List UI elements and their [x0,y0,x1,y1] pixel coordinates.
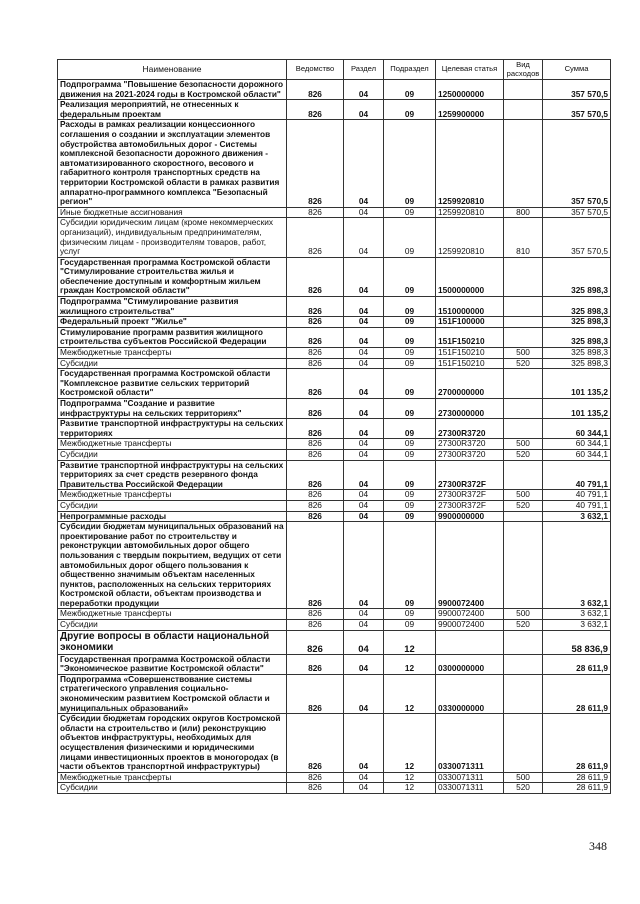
cell-vedomstvo: 826 [287,419,344,439]
cell-statya: 1500000000 [436,257,504,296]
cell-name: Субсидии юридическим лицам (кроме некоммерческих организаций), индивидуальным предпринимателям, физическим лицам - производителям товаров, работ, услуг [58,218,287,257]
cell-vedomstvo: 826 [287,327,344,347]
cell-vid: 500 [504,490,543,501]
cell-vid [504,120,543,207]
cell-razdel: 04 [344,522,384,609]
cell-summa: 3 632,1 [543,522,611,609]
table-row [58,490,611,501]
cell-vedomstvo: 826 [287,348,344,359]
cell-summa: 58 836,9 [543,630,611,654]
cell-vedomstvo: 826 [287,620,344,631]
cell-razdel: 04 [344,490,384,501]
cell-vedomstvo: 826 [287,120,344,207]
cell-summa: 28 611,9 [543,772,611,783]
cell-vedomstvo: 826 [287,207,344,218]
cell-vid: 520 [504,449,543,460]
cell-razdel: 04 [344,369,384,399]
cell-vedomstvo: 826 [287,714,344,773]
cell-vedomstvo: 826 [287,511,344,522]
cell-summa: 28 611,9 [543,654,611,674]
cell-podrazdel: 09 [384,297,436,317]
cell-summa: 357 570,5 [543,80,611,100]
cell-summa: 3 632,1 [543,511,611,522]
cell-statya: 0330071311 [436,783,504,794]
cell-razdel: 04 [344,609,384,620]
cell-razdel: 04 [344,714,384,773]
cell-vedomstvo: 826 [287,297,344,317]
cell-vid [504,654,543,674]
table-row [58,522,611,609]
cell-razdel: 04 [344,674,384,713]
cell-vedomstvo: 826 [287,772,344,783]
cell-podrazdel: 09 [384,500,436,511]
cell-statya: 1259900000 [436,100,504,120]
cell-vid: 500 [504,609,543,620]
cell-statya: 9900072400 [436,609,504,620]
cell-name: Субсидии [58,449,287,460]
cell-razdel: 04 [344,620,384,631]
cell-statya: 0330071311 [436,714,504,773]
table-row [58,317,611,328]
table-row [58,500,611,511]
table-row [58,783,611,794]
cell-statya: 151F150210 [436,358,504,369]
table-row [58,460,611,490]
cell-vid [504,419,543,439]
table-row [58,620,611,631]
cell-summa: 28 611,9 [543,714,611,773]
cell-name: Межбюджетные трансферты [58,348,287,359]
table-row [58,348,611,359]
cell-vid [504,369,543,399]
cell-name: Межбюджетные трансферты [58,772,287,783]
cell-vedomstvo: 826 [287,399,344,419]
cell-summa: 60 344,1 [543,449,611,460]
cell-summa: 325 898,3 [543,327,611,347]
cell-name: Подпрограмма "Стимулирование развития жилищного строительства" [58,297,287,317]
cell-statya: 1259920810 [436,207,504,218]
cell-razdel: 04 [344,449,384,460]
table-row [58,630,611,654]
table-row [58,80,611,100]
cell-razdel: 04 [344,399,384,419]
table-row [58,297,611,317]
cell-statya: 27300R372F [436,490,504,501]
cell-vid: 520 [504,620,543,631]
cell-vid: 520 [504,500,543,511]
cell-statya: 2700000000 [436,369,504,399]
cell-statya: 0330071311 [436,772,504,783]
cell-podrazdel: 12 [384,783,436,794]
cell-name: Государственная программа Костромской области "Стимулирование строительства жилья и обеспечение доступным и комфортным жильем граждан Костромской области" [58,257,287,296]
cell-vid: 520 [504,783,543,794]
cell-vid [504,522,543,609]
cell-name: Развитие транспортной инфраструктуры на сельских территориях [58,419,287,439]
table-row [58,327,611,347]
cell-statya: 0330000000 [436,674,504,713]
cell-summa: 325 898,3 [543,297,611,317]
cell-podrazdel: 09 [384,460,436,490]
table-row [58,674,611,713]
cell-razdel: 04 [344,439,384,450]
cell-statya: 27300R3720 [436,419,504,439]
cell-vid [504,327,543,347]
cell-vedomstvo: 826 [287,218,344,257]
cell-vid [504,317,543,328]
cell-name: Развитие транспортной инфраструктуры на сельских территориях за счет средств резервного фонда Правительства Российской Федерации [58,460,287,490]
cell-statya: 9900072400 [436,620,504,631]
cell-podrazdel: 09 [384,100,436,120]
cell-name: Субсидии [58,500,287,511]
cell-razdel: 04 [344,80,384,100]
cell-podrazdel: 09 [384,522,436,609]
cell-name: Субсидии бюджетам муниципальных образований на проектирование работ по строительству и реконструкции автомобильных дорог общего пользования с твердым покрытием, ведущих от сети автомобильных дорог общего пользования к общественно значимым объектам населенных пунктов, расположенных на сельских территориях Костромской области, объектам производства и переработки продукции [58,522,287,609]
cell-name: Подпрограмма «Совершенствование системы стратегического управления социально-экономическим развитием Костромской области и муниципальных образований» [58,674,287,713]
cell-razdel: 04 [344,100,384,120]
cell-vid: 810 [504,218,543,257]
cell-statya: 27300R372F [436,460,504,490]
cell-name: Субсидии [58,620,287,631]
cell-vedomstvo: 826 [287,783,344,794]
cell-name: Иные бюджетные ассигнования [58,207,287,218]
cell-razdel: 04 [344,218,384,257]
cell-name: Государственная программа Костромской области "Экономическое развитие Костромской области" [58,654,287,674]
cell-razdel: 04 [344,500,384,511]
cell-vedomstvo: 826 [287,674,344,713]
cell-podrazdel: 09 [384,439,436,450]
cell-statya: 9900000000 [436,511,504,522]
cell-vid [504,674,543,713]
cell-podrazdel: 12 [384,674,436,713]
cell-name: Расходы в рамках реализации концессионного соглашения о создании и эксплуатации элементов обустройства автомобильных дорог - Системы комплексной безопасности дорожного движения - автоматизированного скоростного, весового и габаритного контроля транспортных средств на территории Костромской области в рамках развития аппаратно-программного комплекса "Безопасный регион" [58,120,287,207]
cell-podrazdel: 09 [384,369,436,399]
header-name: Наименование [58,60,287,80]
cell-vid: 800 [504,207,543,218]
cell-vedomstvo: 826 [287,654,344,674]
cell-statya: 1259920810 [436,218,504,257]
cell-vid: 500 [504,772,543,783]
cell-statya: 1259920810 [436,120,504,207]
cell-podrazdel: 12 [384,630,436,654]
cell-razdel: 04 [344,207,384,218]
cell-summa: 101 135,2 [543,399,611,419]
cell-summa: 325 898,3 [543,257,611,296]
cell-summa: 40 791,1 [543,490,611,501]
cell-summa: 60 344,1 [543,419,611,439]
cell-vedomstvo: 826 [287,358,344,369]
header-vedomstvo: Ведомство [287,60,344,80]
table-body [58,80,611,794]
cell-statya: 27300R372F [436,500,504,511]
cell-summa: 357 570,5 [543,100,611,120]
cell-vedomstvo: 826 [287,630,344,654]
cell-statya [436,630,504,654]
cell-razdel: 04 [344,327,384,347]
table-row [58,654,611,674]
cell-summa: 40 791,1 [543,500,611,511]
cell-vedomstvo: 826 [287,460,344,490]
table-row [58,439,611,450]
cell-summa: 357 570,5 [543,218,611,257]
cell-summa: 357 570,5 [543,207,611,218]
cell-vid [504,630,543,654]
budget-table [57,59,611,794]
table-row [58,419,611,439]
cell-name: Стимулирование программ развития жилищного строительства субъектов Российской Федерации [58,327,287,347]
header-podrazdel: Подраздел [384,60,436,80]
table-row [58,449,611,460]
cell-podrazdel: 09 [384,120,436,207]
cell-vedomstvo: 826 [287,449,344,460]
cell-summa: 325 898,3 [543,358,611,369]
table-row [58,714,611,773]
cell-vid [504,100,543,120]
cell-podrazdel: 09 [384,257,436,296]
cell-razdel: 04 [344,297,384,317]
table-row [58,358,611,369]
cell-statya: 151F150210 [436,327,504,347]
cell-razdel: 04 [344,654,384,674]
cell-summa: 28 611,9 [543,783,611,794]
header-razdel: Раздел [344,60,384,80]
cell-summa: 325 898,3 [543,317,611,328]
cell-vedomstvo: 826 [287,80,344,100]
cell-vedomstvo: 826 [287,369,344,399]
cell-podrazdel: 09 [384,80,436,100]
cell-vid: 520 [504,358,543,369]
cell-vedomstvo: 826 [287,500,344,511]
header-statya: Целевая статья [436,60,504,80]
cell-vid: 500 [504,348,543,359]
cell-vedomstvo: 826 [287,439,344,450]
table-row [58,369,611,399]
cell-name: Другие вопросы в области национальной экономики [58,630,287,654]
cell-vedomstvo: 826 [287,317,344,328]
table-row [58,100,611,120]
cell-summa: 60 344,1 [543,439,611,450]
cell-name: Федеральный проект "Жилье" [58,317,287,328]
cell-podrazdel: 09 [384,609,436,620]
cell-name: Реализация мероприятий, не отнесенных к федеральным проектам [58,100,287,120]
cell-razdel: 04 [344,511,384,522]
cell-podrazdel: 12 [384,714,436,773]
cell-vid [504,297,543,317]
cell-name: Непрограммные расходы [58,511,287,522]
cell-vedomstvo: 826 [287,490,344,501]
table-row [58,207,611,218]
cell-summa: 40 791,1 [543,460,611,490]
table-row [58,120,611,207]
table-row [58,399,611,419]
cell-podrazdel: 09 [384,419,436,439]
cell-statya: 151F150210 [436,348,504,359]
cell-vedomstvo: 826 [287,257,344,296]
cell-statya: 27300R3720 [436,439,504,450]
cell-vid [504,511,543,522]
cell-vedomstvo: 826 [287,609,344,620]
cell-summa: 325 898,3 [543,348,611,359]
cell-podrazdel: 09 [384,317,436,328]
cell-name: Субсидии [58,783,287,794]
cell-razdel: 04 [344,120,384,207]
cell-vid [504,714,543,773]
cell-podrazdel: 09 [384,348,436,359]
table-row [58,511,611,522]
cell-razdel: 04 [344,348,384,359]
cell-name: Межбюджетные трансферты [58,490,287,501]
cell-vedomstvo: 826 [287,522,344,609]
cell-statya: 2730000000 [436,399,504,419]
cell-vid [504,399,543,419]
cell-razdel: 04 [344,257,384,296]
cell-summa: 357 570,5 [543,120,611,207]
budget-table-sheet [57,59,610,794]
header-vid: Вид расходов [504,60,543,80]
cell-name: Подпрограмма "Повышение безопасности дорожного движения на 2021-2024 годы в Костромской области" [58,80,287,100]
cell-name: Государственная программа Костромской области "Комплексное развитие сельских территорий Костромской области" [58,369,287,399]
cell-razdel: 04 [344,630,384,654]
cell-razdel: 04 [344,783,384,794]
cell-name: Субсидии [58,358,287,369]
header-summa: Сумма [543,60,611,80]
cell-statya: 151F100000 [436,317,504,328]
cell-vedomstvo: 826 [287,100,344,120]
cell-name: Субсидии бюджетам городских округов Костромской области на строительство и (или) реконструкцию объектов инфраструктуры, необходимых для осуществления физическими и юридическими лицами инвестиционных проектов в моногородах (в части объектов транспортной инфраструктуры) [58,714,287,773]
cell-razdel: 04 [344,460,384,490]
cell-podrazdel: 09 [384,358,436,369]
cell-statya: 27300R3720 [436,449,504,460]
cell-podrazdel: 09 [384,490,436,501]
page-number: 348 [589,839,607,853]
table-row [58,218,611,257]
table-header-row [58,60,611,80]
cell-razdel: 04 [344,772,384,783]
cell-vid [504,257,543,296]
table-row [58,257,611,296]
cell-name: Межбюджетные трансферты [58,439,287,450]
cell-statya: 1250000000 [436,80,504,100]
cell-podrazdel: 09 [384,207,436,218]
cell-razdel: 04 [344,358,384,369]
cell-summa: 3 632,1 [543,609,611,620]
cell-vid: 500 [504,439,543,450]
cell-podrazdel: 09 [384,399,436,419]
cell-podrazdel: 09 [384,218,436,257]
cell-statya: 9900072400 [436,522,504,609]
cell-podrazdel: 12 [384,654,436,674]
cell-razdel: 04 [344,419,384,439]
cell-summa: 3 632,1 [543,620,611,631]
cell-razdel: 04 [344,317,384,328]
cell-statya: 1510000000 [436,297,504,317]
cell-podrazdel: 09 [384,449,436,460]
cell-podrazdel: 09 [384,620,436,631]
table-row [58,772,611,783]
cell-vid [504,80,543,100]
cell-summa: 28 611,9 [543,674,611,713]
cell-vid [504,460,543,490]
cell-podrazdel: 12 [384,772,436,783]
cell-statya: 0300000000 [436,654,504,674]
table-row [58,609,611,620]
cell-summa: 101 135,2 [543,369,611,399]
cell-podrazdel: 09 [384,327,436,347]
cell-name: Подпрограмма "Создание и развитие инфраструктуры на сельских территориях" [58,399,287,419]
cell-name: Межбюджетные трансферты [58,609,287,620]
cell-podrazdel: 09 [384,511,436,522]
